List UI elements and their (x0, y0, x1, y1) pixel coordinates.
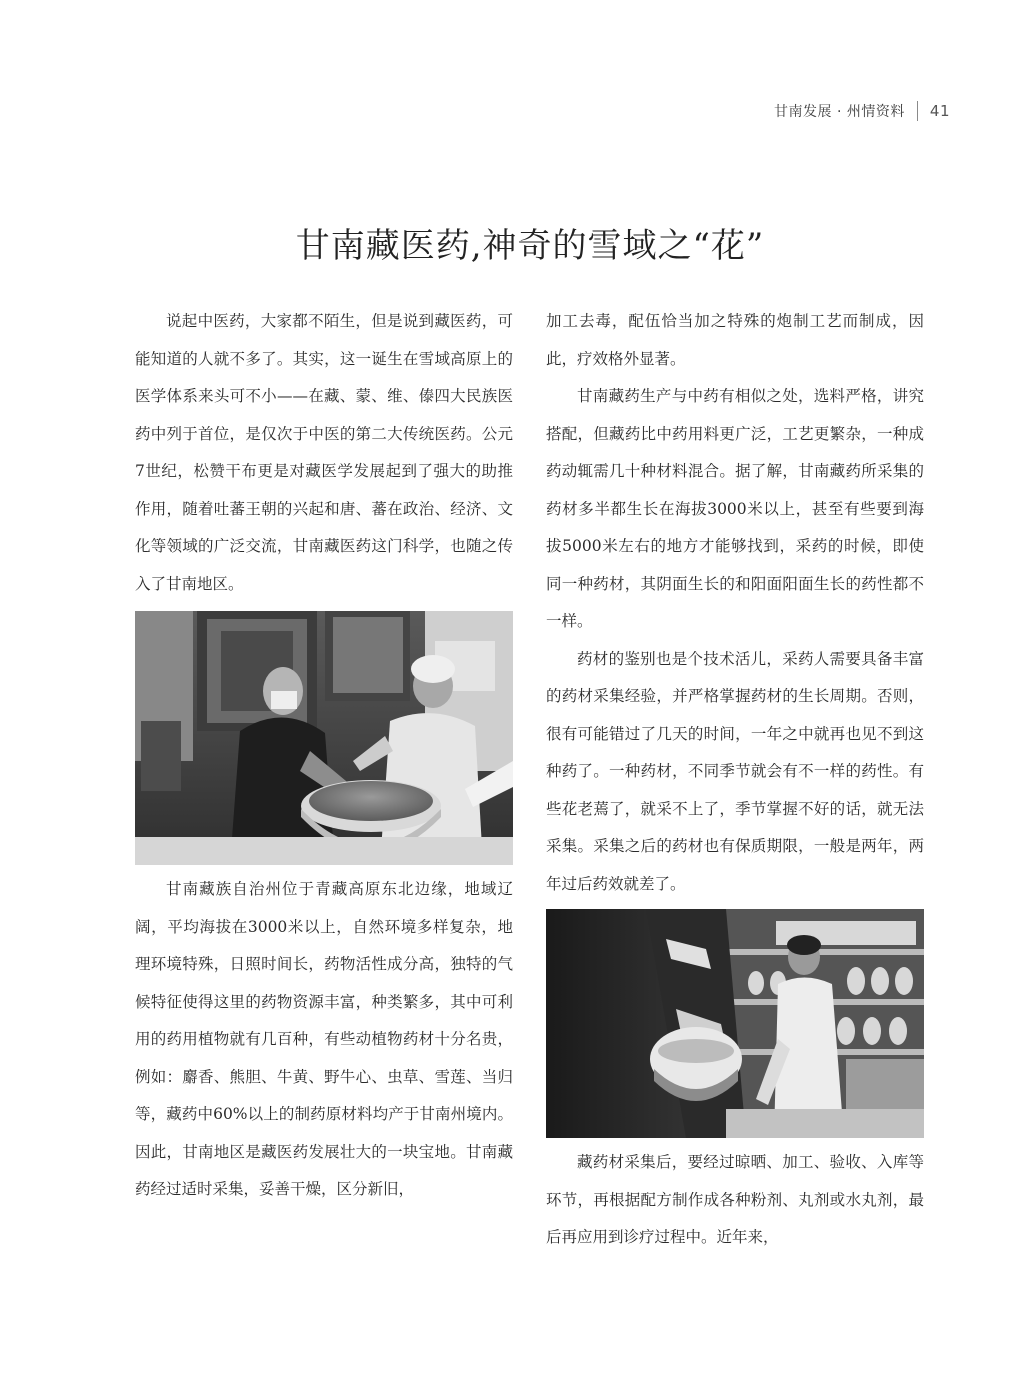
paragraph-production: 甘南藏药生产与中药有相似之处，选料严格，讲究搭配，但藏药比中药用料更广泛，工艺更繁杂，一种成药动辄需几十种材料混合。据了解，甘南藏药所采集的药材多半都生长在海拔3000米以上，甚至有些要到海拔5000米左右的地方才能够找到，采药的时候，即使同一种药材，其阴面生长的和阳面阳面生长的药性都不一样。 (546, 387, 924, 630)
paragraph-manufacturing: 藏药材采集后，要经过晾晒、加工、验收、入库等环节，再根据配方制作成各种粉剂、丸剂或水丸剂，最后再应用到诊疗过程中。近年来， (546, 1153, 924, 1246)
paragraph-gannan-geography: 甘南藏族自治州位于青藏高原东北边缘，地域辽阔，平均海拔在3000米以上，自然环境多样复杂，地理环境特殊，日照时间长，药物活性成分高，独特的气候特征使得这里的药物资源丰富，种类繁多，其中可利用的药用植物就有几百种，有些动植物药材十分名贵，例如：麝香、熊胆、牛黄、野牛心、虫草、雪莲、当归等，藏药中60%以上的制药原材料均产于甘南州境内。因此，甘南地区是藏医药发展壮大的一块宝地。甘南藏药经过适时采集，妥善干燥，区分新旧， (135, 880, 513, 1198)
article-title: 甘南藏医药,神奇的雪域之“花” (295, 226, 765, 266)
paragraph-processing: 加工去毒，配伍恰当加之特殊的炮制工艺而制成，因此，疗效格外显著。 (546, 312, 924, 368)
header-divider (917, 101, 918, 121)
photo-medicine-storage (546, 909, 924, 1138)
left-column (135, 303, 513, 1209)
page-number: 41 (929, 102, 950, 120)
running-header (774, 101, 950, 121)
paragraph-identification: 药材的鉴别也是个技术活儿，采药人需要具备丰富的药材采集经验，并严格掌握药材的生长周期。否则，很有可能错过了几天的时间，一年之中就再也见不到这种药了。一种药材，不同季节就会有不一样的药性。有些花老蔫了，就采不上了，季节掌握不好的话，就无法采集。采集之后的药材也有保质期限，一般是两年，两年过后药效就差了。 (546, 649, 924, 893)
right-column (546, 303, 924, 1257)
publication-name: 甘南发展 · 州情资料 (774, 104, 905, 120)
photo-medicine-mixing (135, 611, 513, 865)
paragraph-intro: 说起中医药，大家都不陌生，但是说到藏医药，可能知道的人就不多了。其实，这一诞生在雪域高原上的医学体系来头可不小——在藏、蒙、维、傣四大民族医药中列于首位，是仅次于中医的第二大传统医药。公元7世纪，松赞干布更是对藏医学发展起到了强大的助推作用，随着吐蕃王朝的兴起和唐、蕃在政治、经济、文化等领域的广泛交流，甘南藏医药这门科学，也随之传入了甘南地区。 (135, 312, 513, 593)
